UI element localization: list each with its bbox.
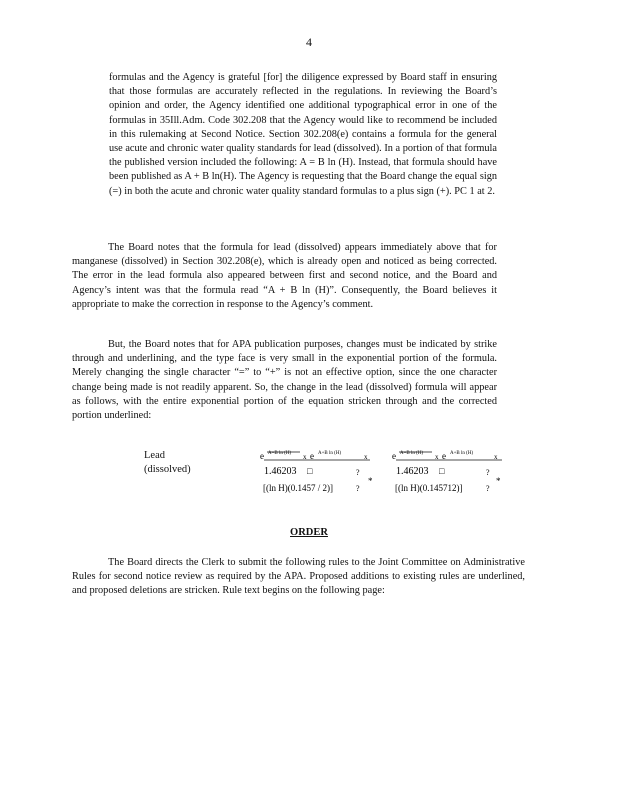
- chronic-times2: x: [494, 453, 498, 461]
- acute-base: e: [260, 451, 264, 461]
- formula-chronic: [390, 447, 515, 499]
- chronic-times: x: [435, 453, 439, 461]
- chronic-corrected-exponent: A+B ln (H): [450, 451, 474, 456]
- formula-label-dissolved: (dissolved): [144, 464, 191, 475]
- acute-stricken-exponent: A=B ln (H): [268, 451, 292, 456]
- chronic-numerator: 1.46203: [396, 466, 429, 477]
- page-number: 4: [306, 35, 312, 49]
- chronic-bracket-bottom: ?: [486, 484, 490, 493]
- acute-times2: x: [364, 453, 368, 461]
- formula-label-lead: Lead: [144, 450, 165, 461]
- chronic-minus-glyph: □: [439, 466, 445, 476]
- acute-bracket-top: ?: [356, 468, 360, 477]
- chronic-base: e: [392, 451, 396, 461]
- acute-denominator: [(ln H)(0.1457 / 2)]: [263, 483, 333, 493]
- acute-corrected-exponent: A+B ln (H): [318, 451, 342, 456]
- paragraph-board-notes-manganese: The Board notes that the formula for lead (dissolved) appears immediately above that for manganese (dissolved) in Section 302.208(e), which is already open and noticed as being corrected. The error in the lead formula also appeared between first and second notice, and the Board and Agency’s intent was that the formula read “A + B ln (H)”. Consequently, the Board believes it appropriate to make the correction in response to the Agency’s comment.: [72, 242, 497, 310]
- acute-numerator: 1.46203: [264, 466, 297, 477]
- order-heading-text: ORDER: [290, 527, 328, 538]
- paragraph-agency-comment: formulas and the Agency is grateful [for] the diligence expressed by Board staff in ensuring that those formulas are accurately reflected in the regulations. In reviewing the Board’s opinion and order, the Agency identified one additional typographical error in one of the formulas in 35Ill.Adm. Code 302.208 that the Agency would like to recommend be included in this rulemaking at Second Notice. Section 302.208(e) contains a formula for the general use acute and chronic water quality standards for lead (dissolved). In a portion of that formula the published version included the following: A = B ln (H). Instead, that formula should have been published as A + B ln(H). The Agency is requesting that the Board change the equal sign (=) in both the acute and chronic water quality standard formulas to a plus sign (+). PC 1 at 2.: [109, 72, 497, 197]
- acute-base2: e: [310, 451, 314, 461]
- paragraph-apa-publication: But, the Board notes that for APA publication purposes, changes must be indicated by strike through and underlining, and the type face is very small in the exponential portion of the formula. Merely changing the single character “=” to “+” is not an effective option, since the one character change being made is not readily apparent. So, the change in the lead (dissolved) formula will appear as follows, with the entire exponential portion of the equation stricken through and the corrected portion underlined:: [72, 339, 497, 422]
- formula-label: [144, 449, 191, 477]
- chronic-base2: e: [442, 451, 446, 461]
- chronic-star: *: [496, 476, 501, 486]
- paragraph-order-directive: The Board directs the Clerk to submit the following rules to the Joint Committee on Administrative Rules for second notice review as required by the APA. Proposed additions to existing rules are underlined, and proposed deletions are stricken. Rule text begins on the following page:: [72, 557, 525, 597]
- acute-star: *: [368, 476, 373, 486]
- chronic-denominator: [(ln H)(0.145712)]: [395, 483, 463, 493]
- order-heading: [0, 527, 618, 538]
- chronic-bracket-top: ?: [486, 468, 490, 477]
- acute-times: x: [303, 453, 307, 461]
- formula-acute: [258, 447, 378, 499]
- acute-minus-glyph: □: [307, 466, 313, 476]
- chronic-stricken-exponent: A=B ln (H): [400, 451, 424, 456]
- acute-bracket-bottom: ?: [356, 484, 360, 493]
